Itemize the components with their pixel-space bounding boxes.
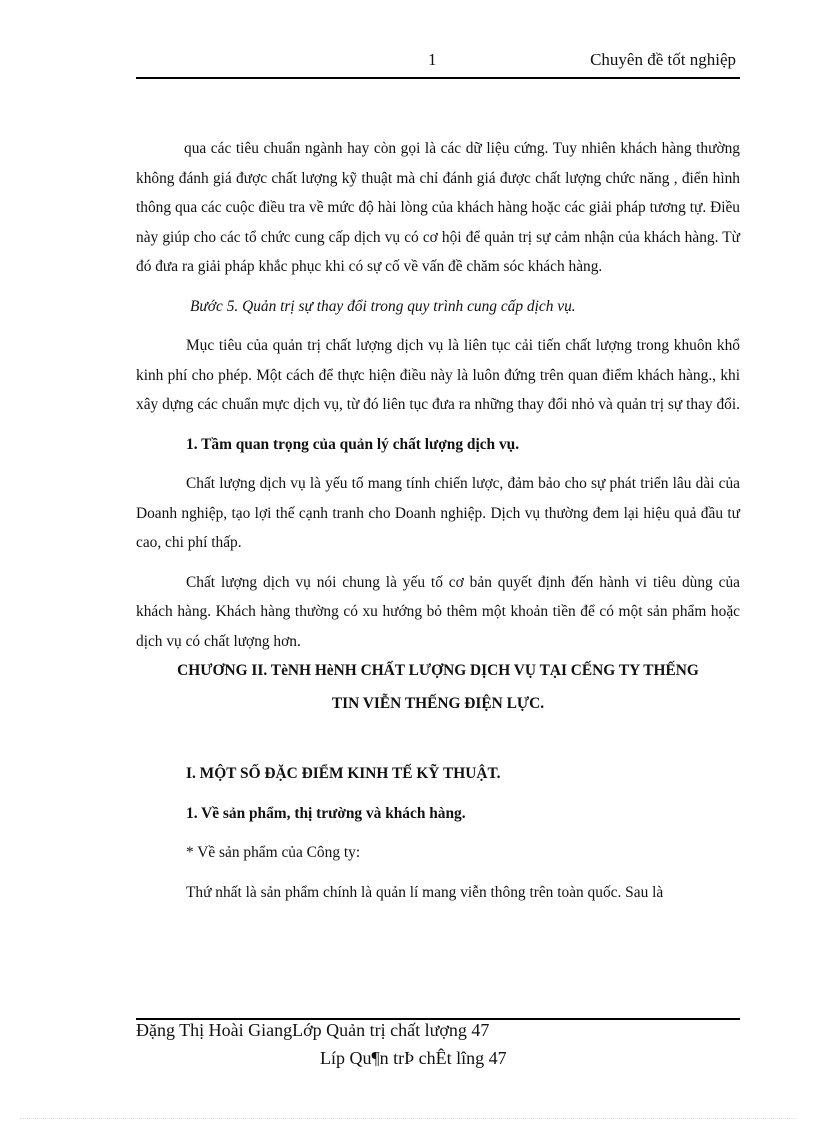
chapter-title-line-1: CHƯƠNG II. TèNH HèNH CHẤT LƯỢNG DỊCH VỤ TẠI CẾNG TY THẾNG bbox=[177, 662, 699, 679]
footer-class: Líp Qu¶n trÞ chÊt lîng 47 bbox=[320, 1048, 507, 1068]
header-rule bbox=[136, 77, 740, 79]
chapter-title-line-2: TIN VIỄN THẾNG ĐIỆN LỰC. bbox=[331, 694, 545, 712]
page-body bbox=[136, 134, 740, 907]
bullet-products: * Về sản phẩm của Công ty: bbox=[186, 844, 361, 861]
page-number: 1 bbox=[428, 50, 437, 69]
paragraph-1: qua các tiêu chuẩn ngành hay còn gọi là các dữ liệu cứng. Tuy nhiên khách hàng thường không đánh giá được chất lượng kỹ thuật mà chỉ đánh giá được chất lượng chức năng , điển hình thông qua các cuộc điều tra về mức độ hài lòng của khách hàng hoặc các giải pháp tương tự. Điều này giúp cho các tổ chức cung cấp dịch vụ có cơ hội để quản trị sự cảm nhận của khách hàng. Từ đó đưa ra giải pháp khắc phục khi có sự cố về vấn đề chăm sóc khách hàng. bbox=[136, 140, 740, 275]
document-title: Chuyên đề tốt nghiệp bbox=[590, 50, 736, 69]
paragraph-2: Mục tiêu của quản trị chất lượng dịch vụ là liên tục cải tiến chất lượng trong khuôn khổ kinh phí cho phép. Một cách để thực hiện điều này là luôn đứng trên quan điểm khách hàng., khi xây dựng các chuẩn mực dịch vụ, từ đó liên tục đưa ra những thay đổi nhỏ và quản trị sự thay đổi. bbox=[136, 337, 740, 413]
importance-heading: 1. Tầm quan trọng của quản lý chất lượng dịch vụ. bbox=[186, 435, 520, 453]
footer-author: Đặng Thị Hoài GiangLớp Quản trị chất lượng 47 bbox=[136, 1020, 490, 1040]
paragraph-3: Chất lượng dịch vụ là yếu tố mang tính chiến lược, đảm bảo cho sự phát triển lâu dài của Doanh nghiệp, tạo lợi thế cạnh tranh cho Doanh nghiệp. Dịch vụ thường đem lại hiệu quả đầu tư cao, chi phí thấp. bbox=[136, 475, 740, 551]
section-heading: I. MỘT SỐ ĐẶC ĐIỂM KINH TẾ KỸ THUẬT. bbox=[186, 765, 501, 782]
products-heading: 1. Về sản phẩm, thị trường và khách hàng. bbox=[186, 804, 466, 822]
paragraph-5: Thứ nhất là sản phẩm chính là quản lí mang viễn thông trên toàn quốc. Sau là bbox=[186, 883, 664, 901]
step-5-heading: Bước 5. Quản trị sự thay đổi trong quy trình cung cấp dịch vụ. bbox=[190, 297, 576, 315]
page-edge bbox=[20, 1118, 796, 1119]
paragraph-4: Chất lượng dịch vụ nói chung là yếu tố cơ bản quyết định đến hành vi tiêu dùng của khách hàng. Khách hàng thường có xu hướng bỏ thêm một khoản tiền để có một sản phẩm hoặc dịch vụ có chất lượng hơn. bbox=[136, 573, 740, 650]
